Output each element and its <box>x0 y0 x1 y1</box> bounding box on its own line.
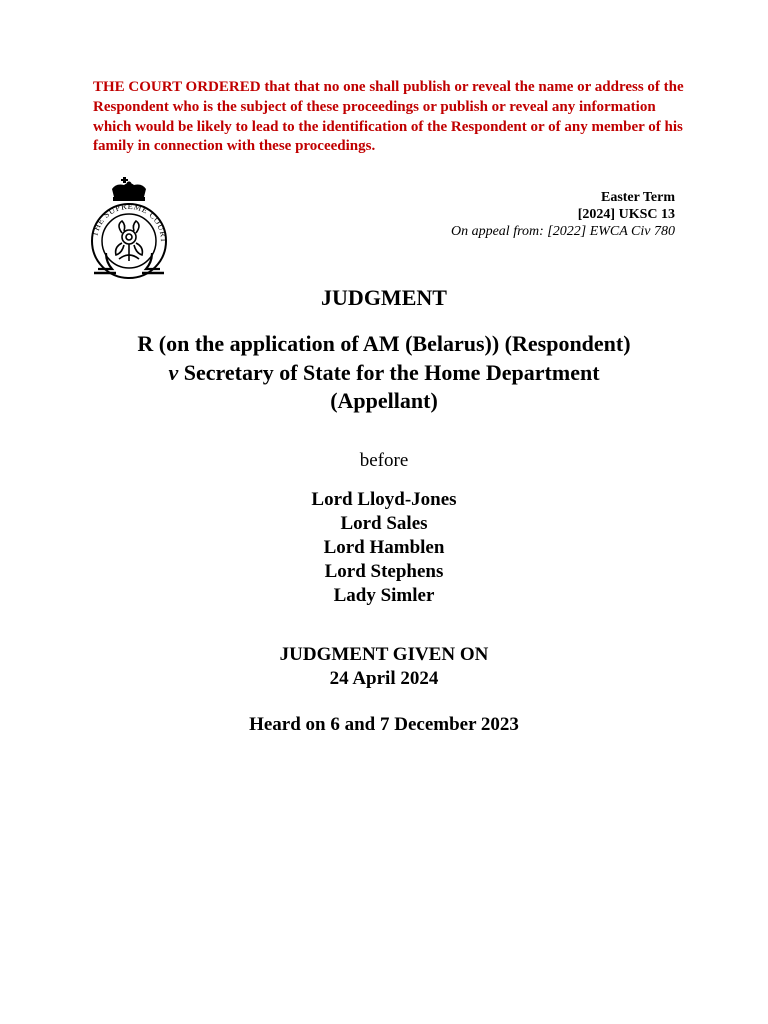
judgment-date: 24 April 2024 <box>329 668 439 689</box>
case-title-line3: (Appellant) <box>330 388 438 413</box>
before-label: before <box>359 450 409 471</box>
crest-ring-text: THE SUPREME COURT <box>89 200 170 244</box>
supreme-court-crest-icon <box>86 177 172 279</box>
case-title-line1: R (on the application of AM (Belarus)) (Respondent) <box>137 331 631 356</box>
notice-lead: THE COURT ORDERED <box>93 79 261 95</box>
judge-name: Lord Lloyd-Jones <box>311 489 457 510</box>
appeal-reference <box>451 223 675 240</box>
case-title-line2-wrap <box>0 359 768 388</box>
judges-list <box>0 488 768 608</box>
term-label: Easter Term <box>600 190 675 205</box>
case-reference-block <box>451 189 675 240</box>
reporting-restriction-notice <box>93 78 693 157</box>
appeal-ref: [2022] EWCA Civ 780 <box>543 224 675 239</box>
judge-name: Lord Stephens <box>324 561 444 582</box>
notice-text: that that no one shall publish or reveal the name or address of the Respondent who is the subject of these proceedings or publish or reveal any information which would be likely to lead to the identification of the Respondent or of any member of his family in connection with these proceedings. <box>93 79 684 155</box>
neutral-citation: [2024] UKSC 13 <box>577 207 675 222</box>
hearing-dates: Heard on 6 and 7 December 2023 <box>249 714 519 735</box>
judge-name: Lord Sales <box>340 513 428 534</box>
svg-text:THE SUPREME COURT <box>89 201 169 244</box>
judgment-given-label: JUDGMENT GIVEN ON <box>279 644 489 665</box>
page-title: JUDGMENT <box>321 285 447 310</box>
case-title <box>0 330 768 416</box>
versus-label: v <box>168 359 179 385</box>
judge-name: Lord Hamblen <box>323 537 445 558</box>
judgment-given-block <box>0 643 768 691</box>
appeal-label: On appeal from: <box>450 224 544 239</box>
case-title-line2: Secretary of State for the Home Department <box>178 359 600 385</box>
judge-name: Lady Simler <box>333 585 435 606</box>
